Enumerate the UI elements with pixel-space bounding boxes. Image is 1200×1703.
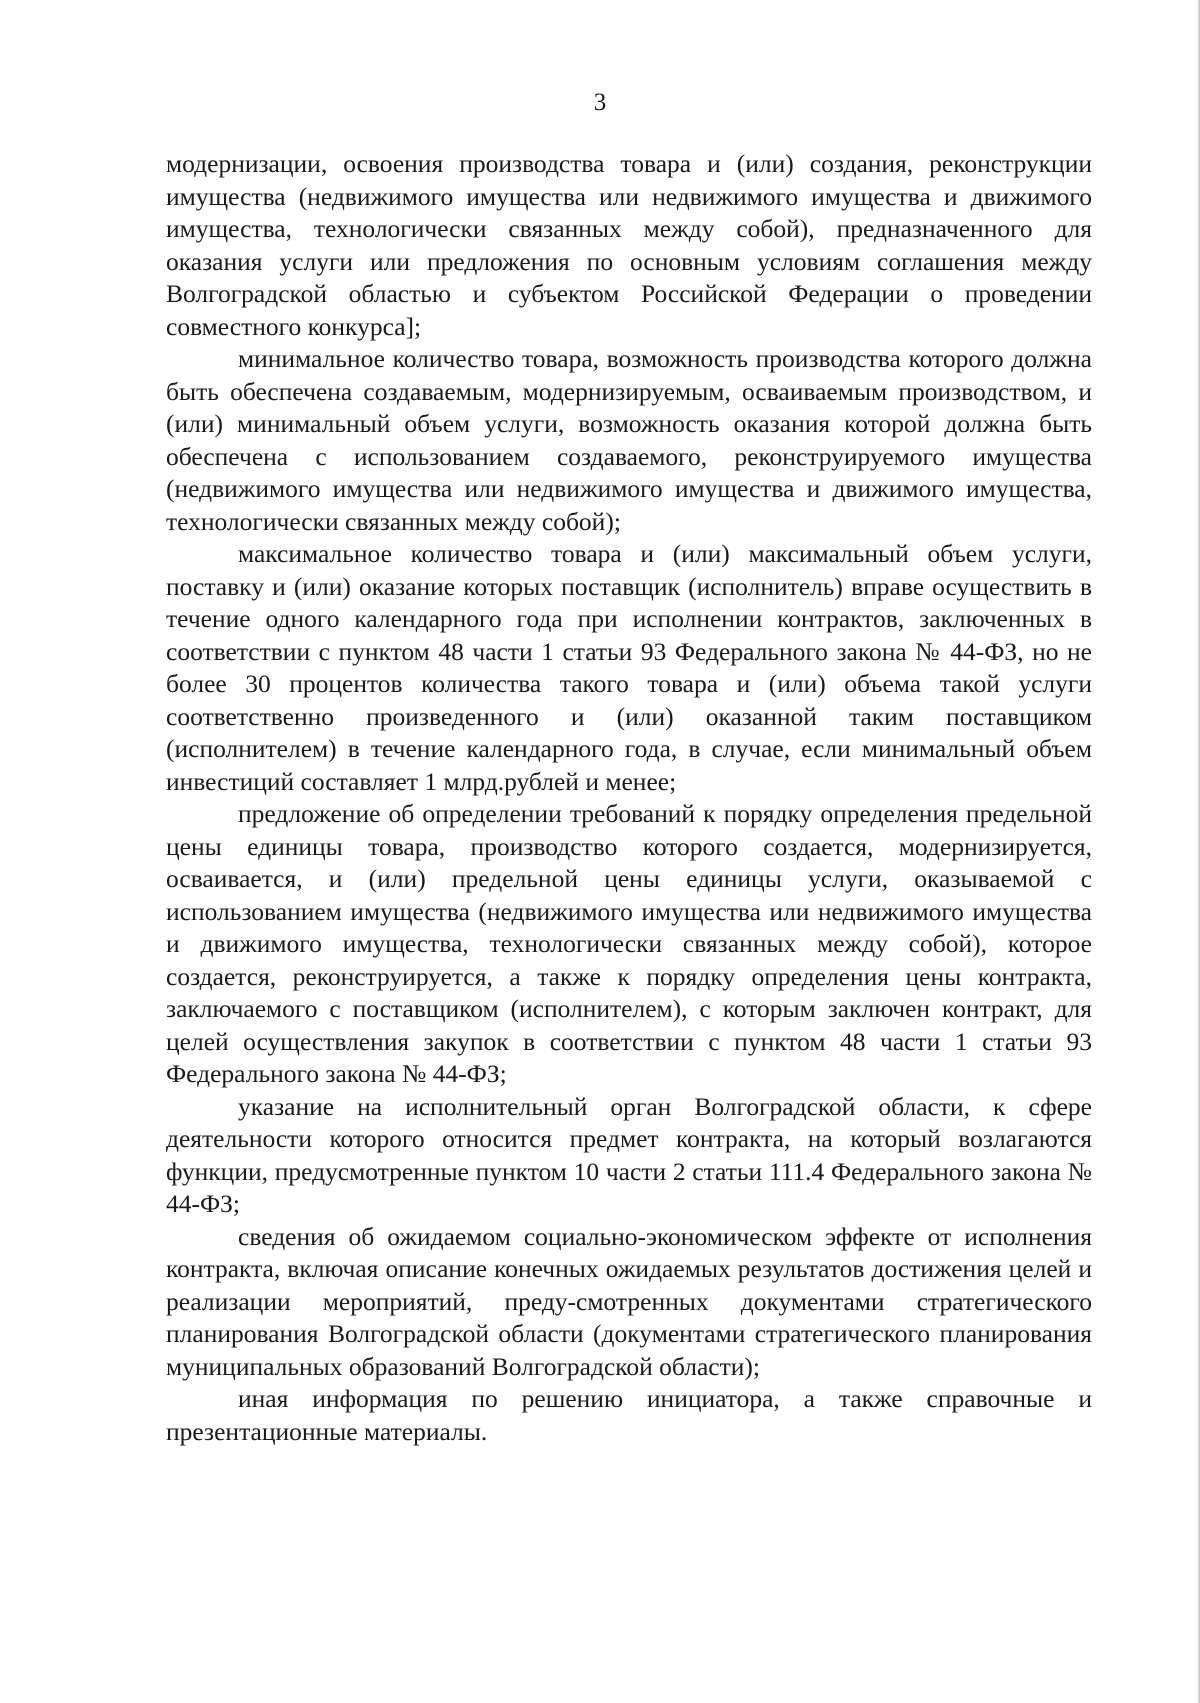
paragraph-2: минимальное количество товара, возможность производства которого должна быть обеспечена создаваемым, модернизируемым, осваиваемым производством, и (или) минимальный объем услуги, возможность оказания которой должна быть обеспечена с использованием создаваемого, реконструируемого имущества (недвижимого имущества или недвижимого имущества и движимого имущества, технологически связанных между собой); [166, 344, 1092, 536]
paragraph-6: сведения об ожидаемом социально-экономическом эффекте от исполнения контракта, включая описание конечных ожидаемых результатов достижения целей и реализации мероприятий, преду-смотренных документами стратегического планирования Волгоградской области (документами стратегического планирования муниципальных образований Волгоградской области); [166, 1221, 1092, 1381]
document-body [166, 148, 1092, 1448]
paragraph-7: иная информация по решению инициатора, а также справочные и презентационные материалы. [166, 1384, 1092, 1446]
paragraph-5: указание на исполнительный орган Волгоградской области, к сфере деятельности которого относится предмет контракта, на который возлагаются функции, предусмотренные пунктом 10 части 2 статьи 111.4 Федерального закона № 44-ФЗ; [166, 1091, 1092, 1218]
paragraph-1: модернизации, освоения производства товара и (или) создания, реконструкции имущества (недвижимого имущества или недвижимого имущества и движимого имущества, технологически связанных между собой), предназначенного для оказания услуги или предложения по основным условиям соглашения между Волгоградской областью и субъектом Российской Федерации о проведении совместного конкурса]; [166, 149, 1092, 341]
paragraph-4: предложение об определении требований к порядку определения предельной цены единицы товара, производство которого создается, модернизируется, осваивается, и (или) предельной цены единицы услуги, оказываемой с использованием имущества (недвижимого имущества или недвижимого имущества и движимого имущества, технологически связанных между собой), которое создается, реконструируется, а также к порядку определения цены контракта, заключаемого с поставщиком (исполнителем), с которым заключен контракт, для целей осуществления закупок в соответствии с пунктом 48 части 1 статьи 93 Федерального закона № 44-ФЗ; [166, 799, 1092, 1088]
paragraph-3: максимальное количество товара и (или) максимальный объем услуги, поставку и (или) оказание которых поставщик (исполнитель) вправе осуществить в течение одного календарного года при исполнении контрактов, заключенных в соответствии с пунктом 48 части 1 статьи 93 Федерального закона № 44-ФЗ, но не более 30 процентов количества такого товара и (или) объема такой услуги соответственно произведенного и (или) оказанной таким поставщиком (исполнителем) в течение календарного года, в случае, если минимальный объем инвестиций составляет 1 млрд.рублей и менее; [166, 539, 1092, 796]
page-number: 3 [593, 89, 607, 116]
